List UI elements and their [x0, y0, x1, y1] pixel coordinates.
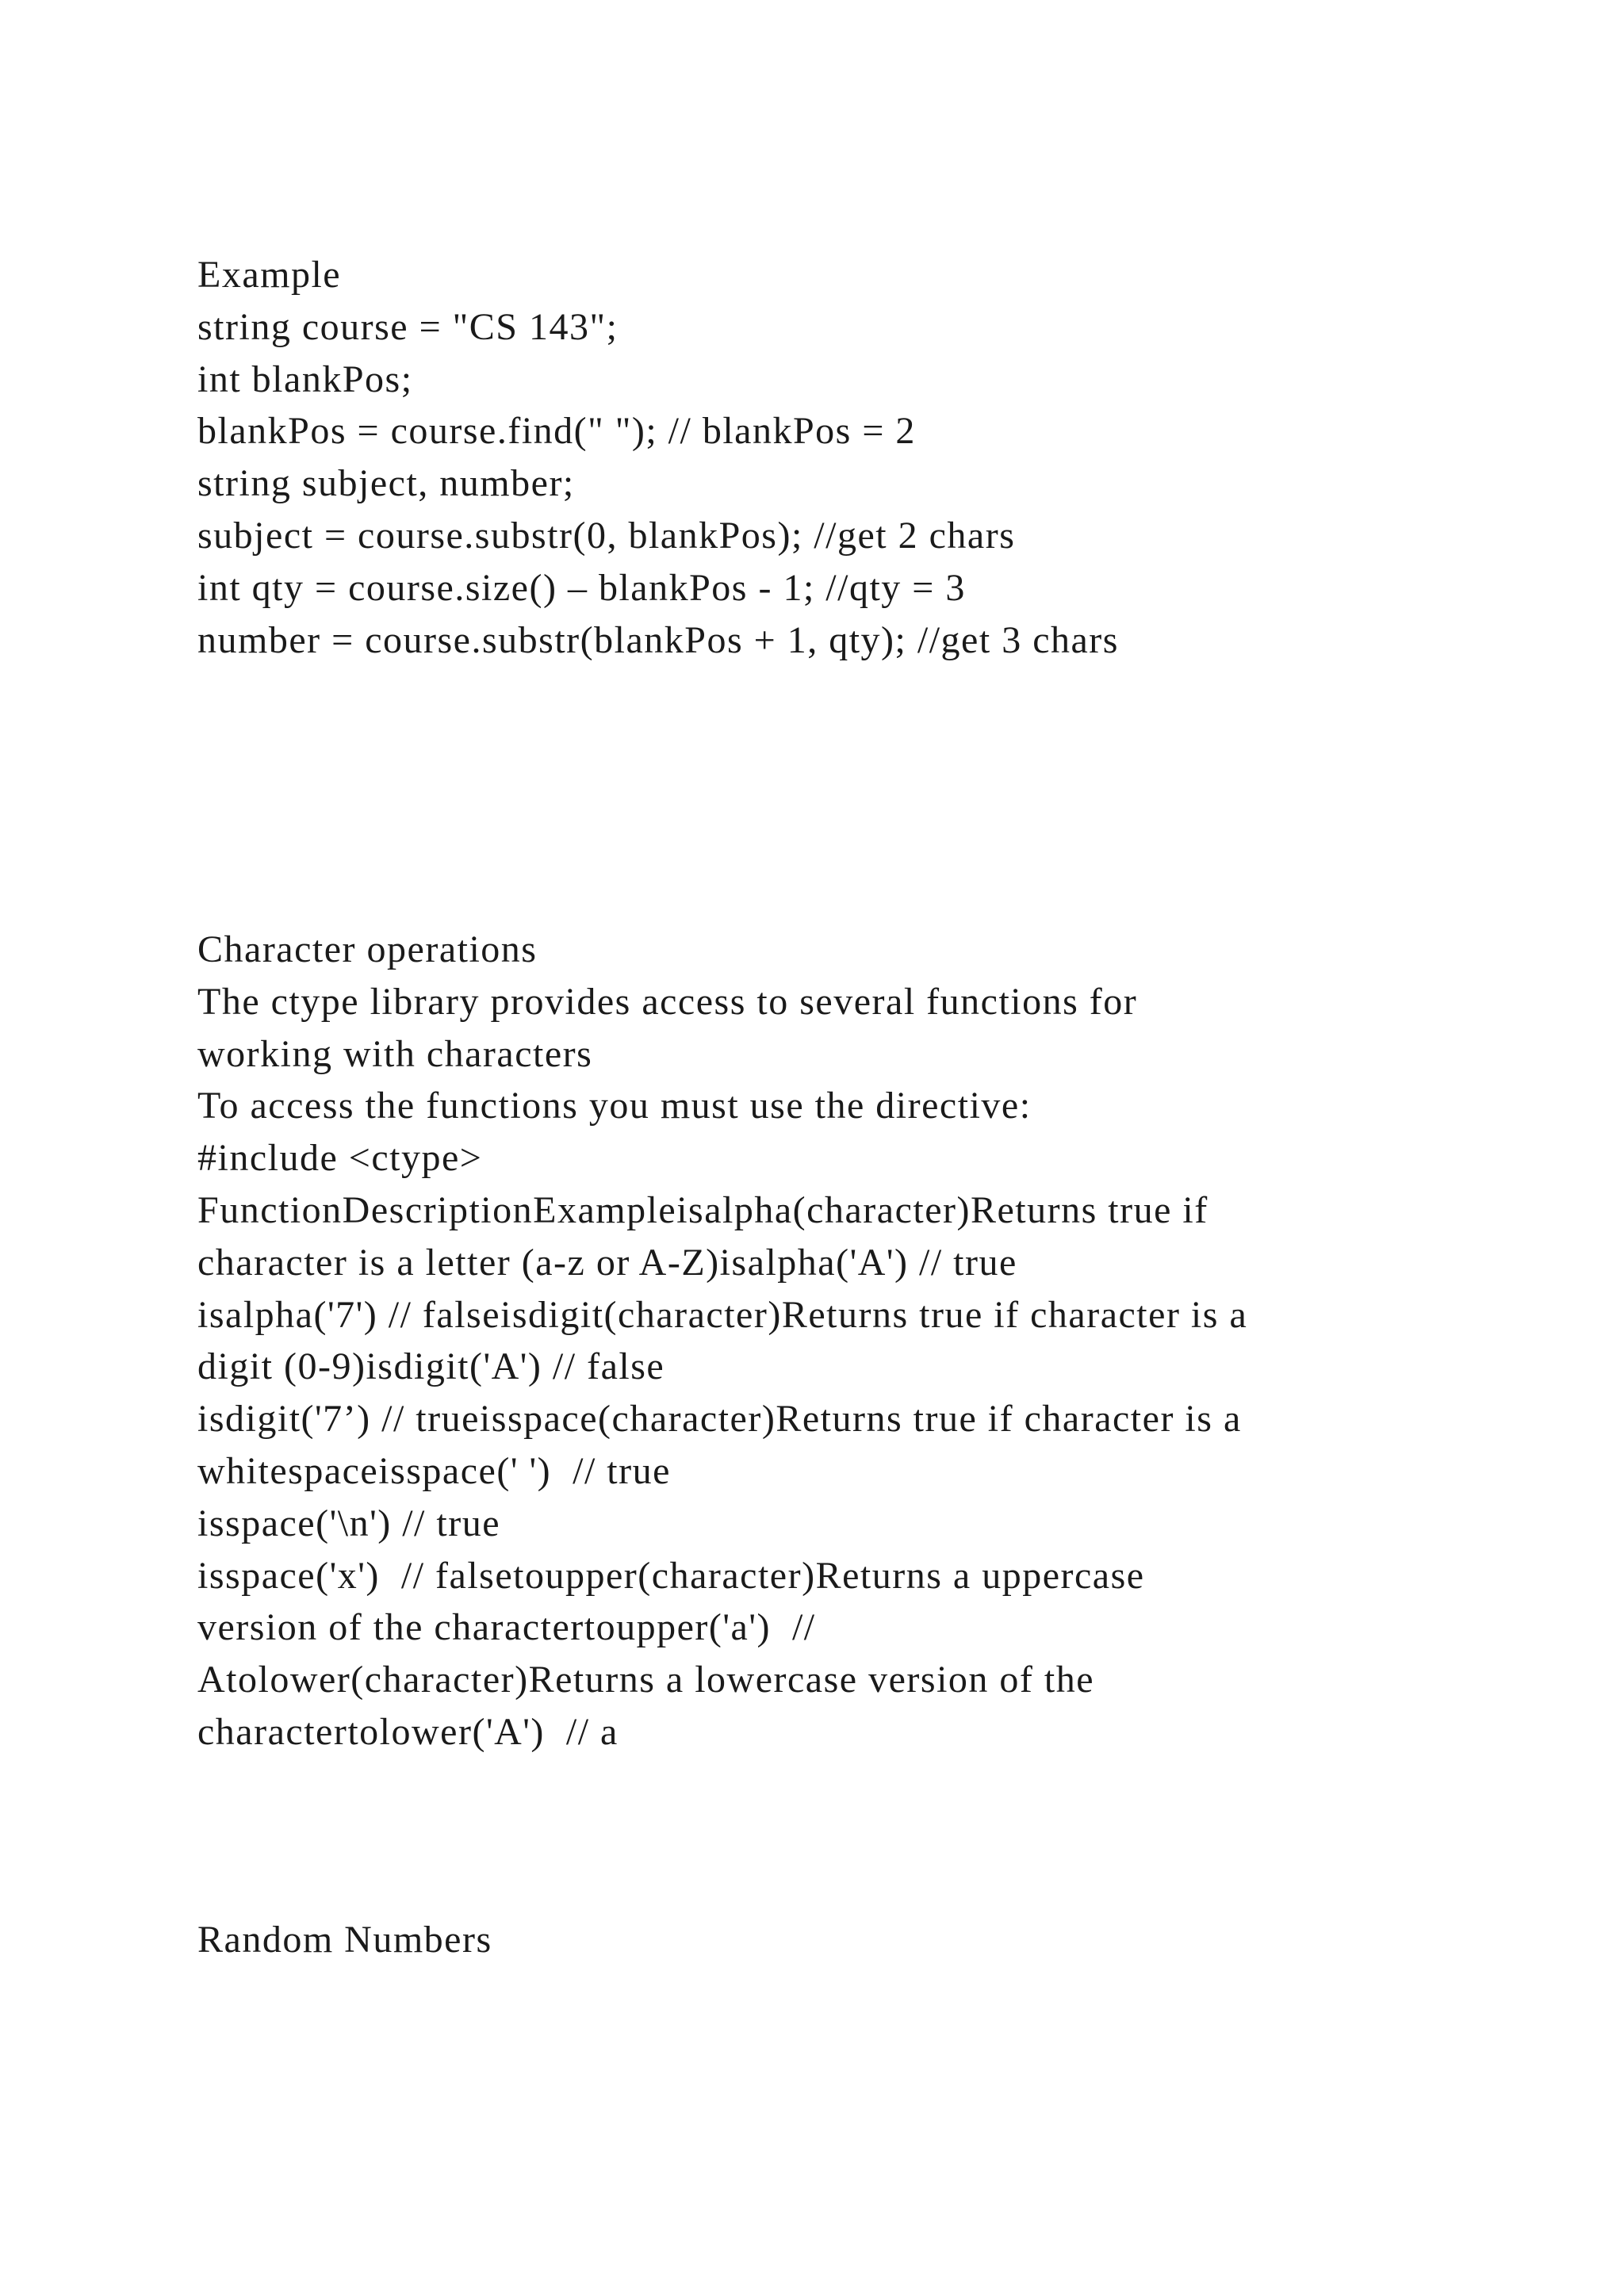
section-heading-example: Example — [197, 254, 342, 296]
text-line: working with characters — [197, 1032, 593, 1075]
text-line: To access the functions you must use the directive: — [197, 1085, 1032, 1127]
example-section — [197, 249, 1119, 666]
code-line: number = course.substr(blankPos + 1, qty); //get 3 chars — [197, 618, 1119, 661]
code-line: int blankPos; — [197, 358, 413, 400]
code-line: blankPos = course.find(" "); // blankPos = 2 — [197, 410, 916, 453]
section-heading-random-numbers: Random Numbers — [197, 1919, 492, 1961]
character-operations-section — [197, 924, 1247, 1758]
text-line: The ctype library provides access to several functions for — [197, 980, 1138, 1023]
text-line: whitespaceisspace(' ') // true — [197, 1449, 671, 1492]
section-heading-character-operations: Character operations — [197, 928, 538, 970]
code-line: string subject, number; — [197, 462, 575, 505]
text-line: FunctionDescriptionExampleisalpha(character)Returns true if — [197, 1188, 1208, 1231]
text-line: isspace('\n') // true — [197, 1502, 501, 1544]
code-line: subject = course.substr(0, blankPos); //get 2 chars — [197, 514, 1016, 557]
text-line: charactertolower('A') // a — [197, 1710, 619, 1753]
text-line: character is a letter (a-z or A-Z)isalpha('A') // true — [197, 1241, 1017, 1284]
text-line: isspace('x') // falsetoupper(character)Returns a uppercase — [197, 1554, 1145, 1597]
text-line: Atolower(character)Returns a lowercase version of the — [197, 1659, 1095, 1701]
text-line: version of the charactertoupper('a') // — [197, 1606, 816, 1649]
code-line: string course = "CS 143"; — [197, 305, 619, 348]
text-line: isdigit('7’) // trueisspace(character)Returns true if character is a — [197, 1398, 1242, 1441]
text-line: digit (0-9)isdigit('A') // false — [197, 1345, 665, 1388]
code-line: int qty = course.size() – blankPos - 1; //qty = 3 — [197, 566, 966, 609]
text-line: #include <ctype> — [197, 1137, 483, 1180]
text-line: isalpha('7') // falseisdigit(character)Returns true if character is a — [197, 1293, 1248, 1336]
random-numbers-section — [197, 1914, 492, 1966]
